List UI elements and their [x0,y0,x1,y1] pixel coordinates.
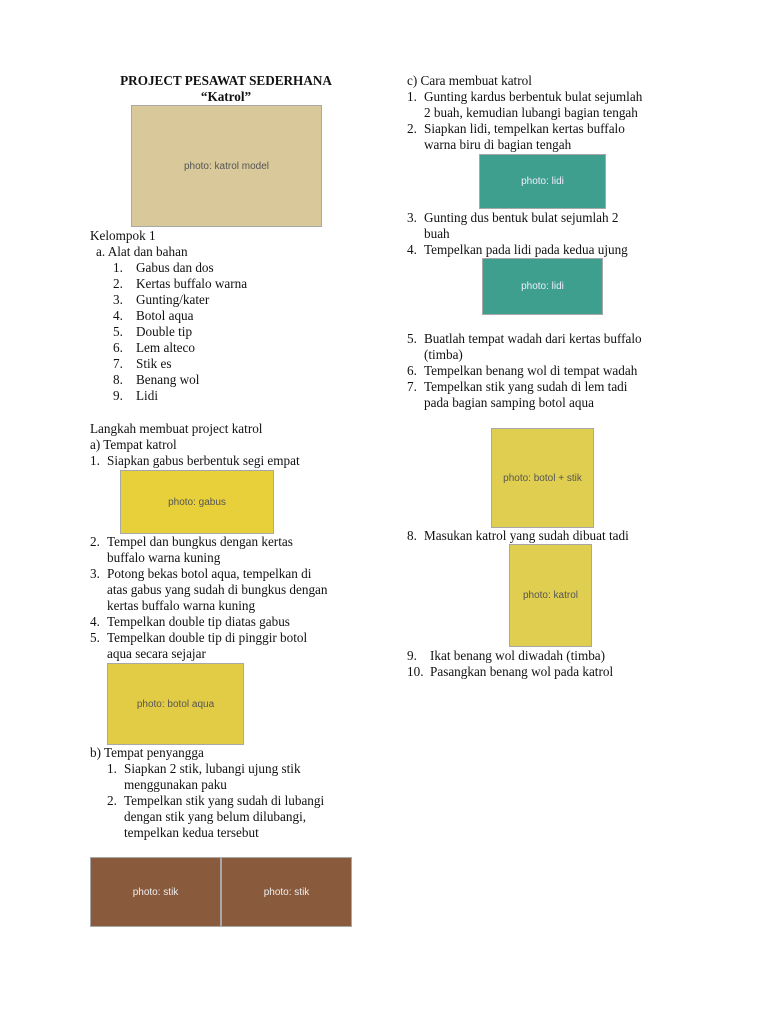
c-step-num: 6. [407,363,417,378]
c-step-text: warna biru di bagian tengah [424,137,572,152]
a-step-num: 4. [90,614,100,629]
gabus-photo: photo: gabus [120,470,274,534]
c-step-num: 10. [407,664,424,679]
c-step-text: (timba) [424,347,463,362]
a-step-text: Tempel dan bungkus dengan kertas [107,534,293,549]
material-item: Gunting/kater [136,292,210,307]
material-num: 4. [113,308,123,323]
c-step-num: 8. [407,528,417,543]
katrol-model-photo: photo: katrol model [131,105,322,227]
b-step-text: tempelkan kedua tersebut [124,825,259,840]
a-step-text: aqua secara sejajar [107,646,206,661]
c-step-text: buah [424,226,450,241]
material-num: 2. [113,276,123,291]
b-step-num: 2. [107,793,117,808]
a-step-num: 2. [90,534,100,549]
c-step-num: 4. [407,242,417,257]
material-item: Gabus dan dos [136,260,214,275]
material-item: Double tip [136,324,193,339]
c-step-text: Gunting dus bentuk bulat sejumlah 2 [424,210,619,225]
group-name: Kelompok 1 [90,228,156,243]
stik-photo-2: photo: stik [221,857,352,927]
material-item: Kertas buffalo warna [136,276,248,291]
material-item: Botol aqua [136,308,194,323]
page-title: PROJECT PESAWAT SEDERHANA [120,73,332,88]
a-step-num: 3. [90,566,100,581]
b-step-text: Tempelkan stik yang sudah di lubangi [124,793,325,808]
materials-heading: a. Alat dan bahan [96,244,188,259]
c-step-text: Tempelkan benang wol di tempat wadah [424,363,638,378]
c-step-num: 2. [407,121,417,136]
material-num: 7. [113,356,123,371]
material-num: 3. [113,292,123,307]
lidi-biru-photo: photo: lidi [479,154,606,209]
b-step-text: dengan stik yang belum dilubangi, [124,809,307,824]
a-step-num: 5. [90,630,100,645]
c-step-text: Buatlah tempat wadah dari kertas buffalo [424,331,642,346]
a-step-num: 1. [90,453,100,468]
section-b-heading: b) Tempat penyangga [90,745,204,760]
b-step-text: Siapkan 2 stik, lubangi ujung stik [124,761,301,776]
katrol-pasang-photo: photo: katrol [509,544,592,647]
c-step-text: Siapkan lidi, tempelkan kertas buffalo [424,121,625,136]
stik-photo-1: photo: stik [90,857,221,927]
b-step-num: 1. [107,761,117,776]
c-step-text: Ikat benang wol diwadah (timba) [430,648,606,663]
steps-heading: Langkah membuat project katrol [90,421,263,436]
c-step-num: 1. [407,89,417,104]
c-step-text: Pasangkan benang wol pada katrol [430,664,614,679]
c-step-text: Masukan katrol yang sudah dibuat tadi [424,528,629,543]
material-num: 9. [113,388,123,403]
botol-photo: photo: botol aqua [107,663,244,745]
a-step-text: Potong bekas botol aqua, tempelkan di [107,566,312,581]
a-step-text: atas gabus yang sudah di bungkus dengan [107,582,328,597]
botol-stik-photo: photo: botol + stik [491,428,594,528]
c-step-text: Tempelkan stik yang sudah di lem tadi [424,379,628,394]
c-step-num: 5. [407,331,417,346]
material-item: Lidi [136,388,158,403]
material-item: Lem alteco [136,340,195,355]
c-step-num: 7. [407,379,417,394]
a-step-text: kertas buffalo warna kuning [107,598,256,613]
material-num: 5. [113,324,123,339]
c-step-text: Gunting kardus berbentuk bulat sejumlah [424,89,643,104]
section-c-heading: c) Cara membuat katrol [407,73,532,88]
lidi-ujung-photo: photo: lidi [482,258,603,315]
material-num: 8. [113,372,123,387]
c-step-num: 3. [407,210,417,225]
a-step-text: Siapkan gabus berbentuk segi empat [107,453,300,468]
c-step-num: 9. [407,648,417,663]
material-item: Stik es [136,356,172,371]
a-step-text: buffalo warna kuning [107,550,221,565]
material-num: 6. [113,340,123,355]
c-step-text: Tempelkan pada lidi pada kedua ujung [424,242,628,257]
a-step-text: Tempelkan double tip diatas gabus [107,614,290,629]
b-step-text: menggunakan paku [124,777,227,792]
page-subtitle: “Katrol” [200,89,252,104]
material-item: Benang wol [136,372,200,387]
c-step-text: pada bagian samping botol aqua [424,395,594,410]
c-step-text: 2 buah, kemudian lubangi bagian tengah [424,105,638,120]
a-step-text: Tempelkan double tip di pinggir botol [107,630,308,645]
material-num: 1. [113,260,123,275]
section-a-heading: a) Tempat katrol [90,437,177,452]
